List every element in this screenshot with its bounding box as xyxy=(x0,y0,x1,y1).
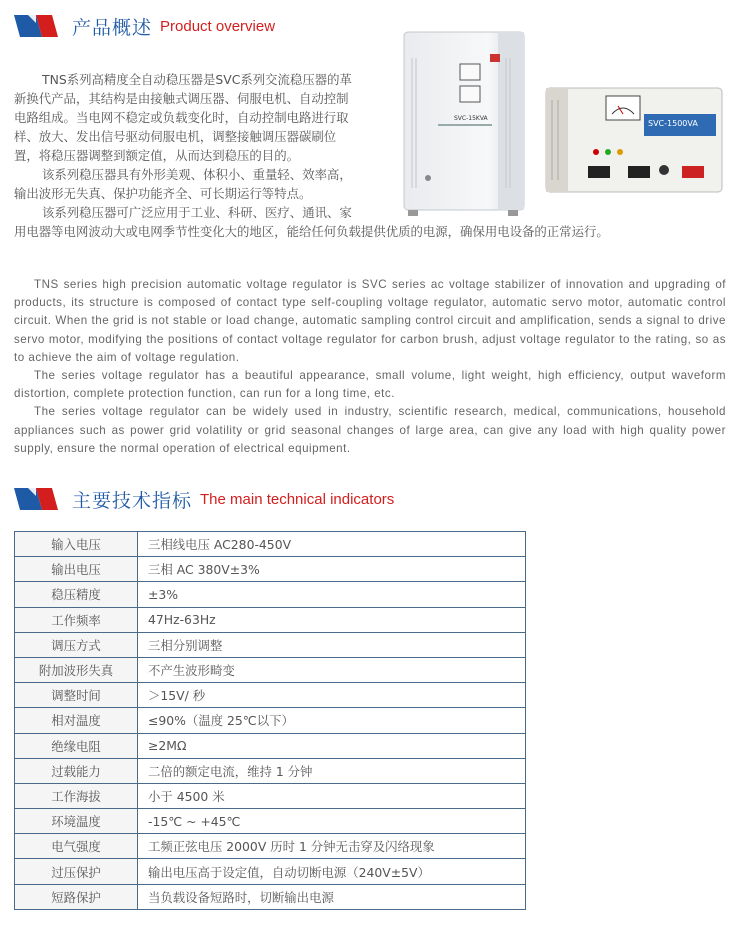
section-title-cn: 主要技术指标 xyxy=(72,489,193,512)
table-row xyxy=(15,582,526,607)
table-row xyxy=(15,733,526,758)
spec-key: 工作频率 xyxy=(15,607,138,632)
spec-key: 环境温度 xyxy=(15,809,138,834)
spec-key: 电气强度 xyxy=(15,834,138,859)
cn-line: 输出波形无失真、保护功能齐全、可长期运行等特点。 xyxy=(14,186,312,201)
table-row xyxy=(15,683,526,708)
spec-value: 当负载设备短路时，切断输出电源 xyxy=(138,884,526,909)
table-row xyxy=(15,758,526,783)
spec-value: 不产生波形畸变 xyxy=(138,657,526,682)
table-row xyxy=(15,532,526,557)
cn-line: 样、放大、发出信号驱动伺服电机，调整接触调压器碳刷位 xyxy=(14,129,337,144)
table-row xyxy=(15,657,526,682)
spec-key: 绝缘电阻 xyxy=(15,733,138,758)
section-flag-icon xyxy=(14,15,58,37)
en-description xyxy=(14,276,726,458)
spec-key: 附加波形失真 xyxy=(15,657,138,682)
spec-value: ±3% xyxy=(138,582,526,607)
section-flag-icon xyxy=(14,488,58,510)
cn-line: 该系列稳压器具有外形美观、体积小、重量轻、效率高， xyxy=(42,167,352,182)
spec-key: 过载能力 xyxy=(15,758,138,783)
cn-line: 置，将稳压器调整到额定值，从而达到稳压的目的。 xyxy=(14,148,299,163)
spec-key: 短路保护 xyxy=(15,884,138,909)
table-row xyxy=(15,884,526,909)
cn-line: 该系列稳压器可广泛应用于工业、科研、医疗、通讯、家 xyxy=(42,205,352,220)
cn-line: 用电器等电网波动大或电网季节性变化大的地区，能给任何负载提供优质的电源，确保用电设备的正常运行。 xyxy=(14,224,609,239)
spec-key: 输出电压 xyxy=(15,557,138,582)
spec-value: ＞15V/ 秒 xyxy=(138,683,526,708)
spec-key: 调压方式 xyxy=(15,632,138,657)
spec-value: -15℃ ~ +45℃ xyxy=(138,809,526,834)
spec-value: 工频正弦电压 2000V 历时 1 分钟无击穿及闪络现象 xyxy=(138,834,526,859)
table-row xyxy=(15,708,526,733)
en-paragraph: TNS series high precision automatic voltage regulator is SVC series ac voltage stabilizer of innovation and upgrading of products, its structure is composed of contact type self-coupling voltage regulator, automatic servo motor, automatic control circuit. When the grid is not stable or load change, automatic sampling control circuit and amplification, sends a signal to drive servo motor, modifying the positions of contact voltage regulator for carbon brush, adjust voltage regulator to the rating, so as to achieve the aim of voltage regulation. xyxy=(14,278,726,364)
spec-value: 二倍的额定电流，维持 1 分钟 xyxy=(138,758,526,783)
spec-key: 工作海拔 xyxy=(15,783,138,808)
table-row xyxy=(15,783,526,808)
spec-key: 相对温度 xyxy=(15,708,138,733)
table-row xyxy=(15,557,526,582)
section-title-en: The main technical indicators xyxy=(200,490,395,508)
spec-key: 输入电压 xyxy=(15,532,138,557)
small-unit-label: SVC-1500VA xyxy=(648,119,698,128)
table-row xyxy=(15,809,526,834)
en-paragraph: The series voltage regulator has a beautiful appearance, small volume, light weight, high efficiency, output waveform distortion, complete protection function, can run for a long time, etc. xyxy=(14,369,726,401)
spec-value: 三相线电压 AC280-450V xyxy=(138,532,526,557)
section-title-cn: 产品概述 xyxy=(72,16,153,39)
spec-key: 稳压精度 xyxy=(15,582,138,607)
spec-value: 输出电压高于设定值，自动切断电源（240V±5V） xyxy=(138,859,526,884)
spec-value: ≥2MΩ xyxy=(138,733,526,758)
en-paragraph: The series voltage regulator can be widely used in industry, scientific research, medical, communications, household appliances such as power grid volatility or grid seasonal changes of large area, can give any load with high quality power supply, ensure the normal operation of electrical equipment. xyxy=(14,405,726,455)
cn-line: 新换代产品，其结构是由接触式调压器、伺服电机、自动控制 xyxy=(14,91,349,106)
tall-unit-label: SVC-15KVA xyxy=(454,115,488,122)
section-title-en: Product overview xyxy=(160,17,276,35)
spec-table xyxy=(14,531,526,910)
table-row xyxy=(15,859,526,884)
spec-key: 过压保护 xyxy=(15,859,138,884)
cn-line: TNS系列高精度全自动稳压器是SVC系列交流稳压器的革 xyxy=(42,72,352,87)
spec-value: 三相分别调整 xyxy=(138,632,526,657)
cn-line: 电路组成。当电网不稳定或负载变化时，自动控制电路进行取 xyxy=(14,110,349,125)
table-row xyxy=(15,607,526,632)
spec-key: 调整时间 xyxy=(15,683,138,708)
table-row xyxy=(15,632,526,657)
spec-value: 47Hz-63Hz xyxy=(138,607,526,632)
table-row xyxy=(15,834,526,859)
product-image-small-unit xyxy=(544,80,726,198)
section-header-indicators xyxy=(14,485,394,513)
section-header-overview xyxy=(14,12,275,40)
spec-value: 三相 AC 380V±3% xyxy=(138,557,526,582)
spec-value: ≤90%（温度 25℃以下） xyxy=(138,708,526,733)
spec-value: 小于 4500 米 xyxy=(138,783,526,808)
product-image-tall-unit xyxy=(398,28,538,218)
